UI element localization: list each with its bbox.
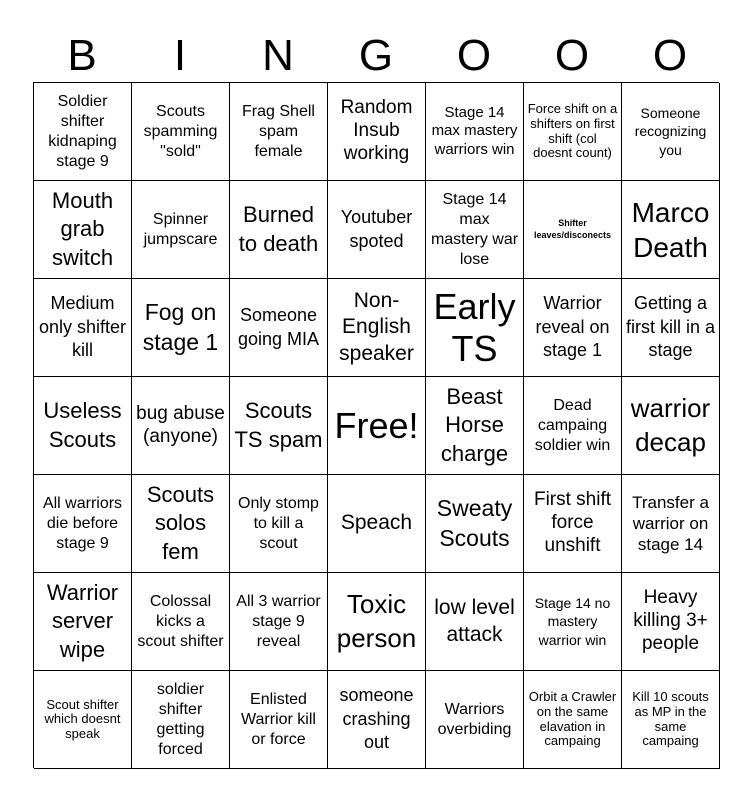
bingo-cell[interactable]: Warrior server wipe <box>34 573 132 671</box>
bingo-cell[interactable]: Free! <box>328 377 426 475</box>
bingo-cell[interactable]: Frag Shell spam female <box>230 83 328 181</box>
bingo-cell[interactable]: Scout shifter which doesnt speak <box>34 671 132 769</box>
bingo-cell[interactable]: warrior decap <box>622 377 720 475</box>
bingo-cell[interactable]: Shifter leaves/disconects <box>524 181 622 279</box>
bingo-cell[interactable]: Orbit a Crawler on the same elavation in campaing <box>524 671 622 769</box>
header-letter: O <box>554 31 590 80</box>
header-letter: O <box>652 31 688 80</box>
bingo-cell[interactable]: Soldier shifter kidnaping stage 9 <box>34 83 132 181</box>
bingo-cell[interactable]: soldier shifter getting forced <box>132 671 230 769</box>
bingo-cell[interactable]: Transfer a warrior on stage 14 <box>622 475 720 573</box>
header-letter: B <box>67 31 97 80</box>
bingo-cell[interactable]: Someone recognizing you <box>622 83 720 181</box>
bingo-cell[interactable]: Useless Scouts <box>34 377 132 475</box>
bingo-cell[interactable]: Non-English speaker <box>328 279 426 377</box>
header-letter: I <box>173 31 187 80</box>
bingo-cell[interactable]: Force shift on a shifters on first shift (col doesnt count) <box>524 83 622 181</box>
bingo-cell[interactable]: low level attack <box>426 573 524 671</box>
header-letter: O <box>456 31 492 80</box>
bingo-cell[interactable]: Enlisted Warrior kill or force <box>230 671 328 769</box>
bingo-cell[interactable]: Stage 14 max mastery war lose <box>426 181 524 279</box>
bingo-cell[interactable]: Scouts TS spam <box>230 377 328 475</box>
bingo-cell[interactable]: Burned to death <box>230 181 328 279</box>
bingo-cell[interactable]: Stage 14 max mastery warriors win <box>426 83 524 181</box>
bingo-cell[interactable]: Kill 10 scouts as MP in the same campaing <box>622 671 720 769</box>
bingo-cell[interactable]: First shift force unshift <box>524 475 622 573</box>
bingo-cell[interactable]: Stage 14 no mastery warrior win <box>524 573 622 671</box>
bingo-cell[interactable]: Mouth grab switch <box>34 181 132 279</box>
bingo-cell[interactable]: Someone going MIA <box>230 279 328 377</box>
header-letter: G <box>358 31 394 80</box>
bingo-cell[interactable]: Sweaty Scouts <box>426 475 524 573</box>
bingo-cell[interactable]: Warrior reveal on stage 1 <box>524 279 622 377</box>
bingo-cell[interactable]: Speach <box>328 475 426 573</box>
bingo-cell[interactable]: Dead campaing soldier win <box>524 377 622 475</box>
bingo-header <box>33 30 719 82</box>
bingo-cell[interactable]: Warriors overbiding <box>426 671 524 769</box>
bingo-cell[interactable]: Colossal kicks a scout shifter <box>132 573 230 671</box>
bingo-cell[interactable]: Scouts spamming "sold" <box>132 83 230 181</box>
bingo-cell[interactable]: All 3 warrior stage 9 reveal <box>230 573 328 671</box>
bingo-cell[interactable]: Only stomp to kill a scout <box>230 475 328 573</box>
bingo-cell[interactable]: Early TS <box>426 279 524 377</box>
bingo-cell[interactable]: someone crashing out <box>328 671 426 769</box>
header-letter: N <box>262 31 294 80</box>
bingo-cell[interactable]: bug abuse (anyone) <box>132 377 230 475</box>
bingo-cell[interactable]: Youtuber spoted <box>328 181 426 279</box>
bingo-cell[interactable]: Toxic person <box>328 573 426 671</box>
bingo-cell[interactable]: Fog on stage 1 <box>132 279 230 377</box>
bingo-cell[interactable]: Medium only shifter kill <box>34 279 132 377</box>
bingo-cell[interactable]: Beast Horse charge <box>426 377 524 475</box>
bingo-cell[interactable]: All warriors die before stage 9 <box>34 475 132 573</box>
bingo-cell[interactable]: Heavy killing 3+ people <box>622 573 720 671</box>
bingo-cell[interactable]: Marco Death <box>622 181 720 279</box>
bingo-cell[interactable]: Scouts solos fem <box>132 475 230 573</box>
bingo-cell[interactable]: Random Insub working <box>328 83 426 181</box>
bingo-cell[interactable]: Spinner jumpscare <box>132 181 230 279</box>
bingo-grid <box>33 82 719 768</box>
bingo-cell[interactable]: Getting a first kill in a stage <box>622 279 720 377</box>
